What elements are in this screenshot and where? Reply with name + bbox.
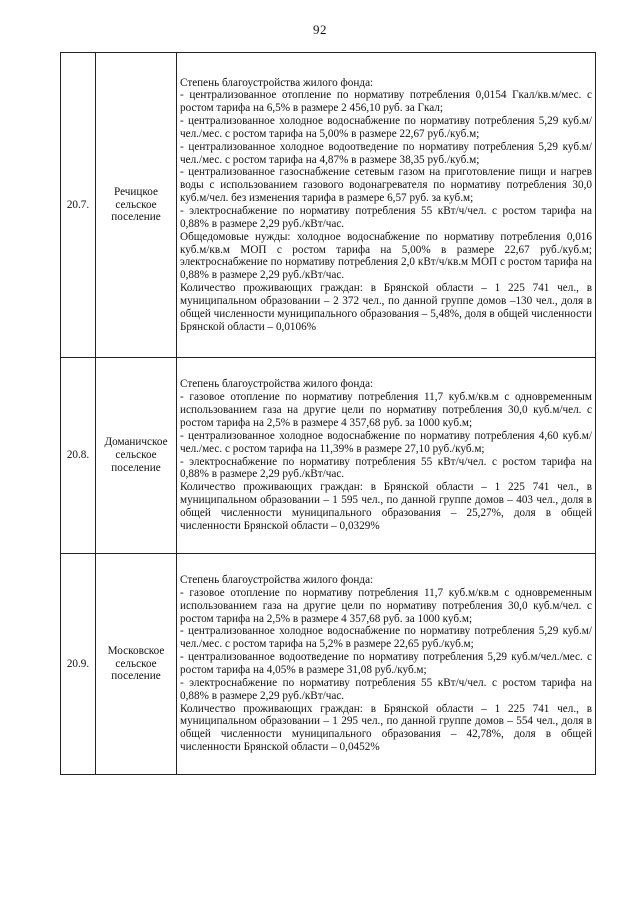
content-line: Количество проживающих граждан: в Брянской области – 1 225 741 чел., в муниципальном образовании – 1 295 чел., по данной группе домов – 554 чел., доля в общей численности муниципального образования – 42,78%, доля в общей численности Брянской области – 0,0452% [180, 702, 592, 754]
content-line: - централизованное отопление по нормативу потребления 0,0154 Гкал/кв.м/мес. с ростом тарифа на 6,5% в размере 2 456,10 руб. за Гкал; [180, 89, 592, 115]
row-number: 20.9. [61, 554, 96, 775]
content-line: - централизованное водоотведение по нормативу потребления 5,29 куб.м/чел./мес. с ростом тарифа на 4,05% в размере 31,08 руб./куб.м; [180, 651, 592, 676]
content-line: - электроснабжение по нормативу потребления 55 кВт/ч/чел. с ростом тарифа на 0,88% в размере 2,29 руб./кВт/час. [180, 205, 592, 230]
settlement-name: Речицкое сельское поселение [96, 53, 177, 358]
row-content [177, 53, 596, 358]
settlements-table [60, 52, 596, 775]
content-line: - электроснабжение по нормативу потребления 55 кВт/ч/чел. с ростом тарифа на 0,88% в размере 2,29 руб./кВт/час. [180, 676, 592, 702]
settlement-name: Доманичское сельское поселение [96, 358, 177, 554]
content-line: Степень благоустройства жилого фонда: [180, 76, 374, 89]
table-row [61, 554, 596, 775]
content-line: - централизованное газоснабжение сетевым газом на приготовление пищи и нагрев воды с использованием газового водонагревателя по нормативу потребления 30,0 куб.м/чел. без изменения тарифа в размере 6,57 руб. за куб.м; [180, 166, 592, 205]
content-line: - газовое отопление по нормативу потребления 11,7 куб.м/кв.м с одновременным использованием газа на другие цели по нормативу потребления 30,0 куб.м/чел. с ростом тарифа на 2,5% в размере 4 357,68 руб. за 1000 куб.м; [180, 391, 592, 429]
content-line: - электроснабжение по нормативу потребления 55 кВт/ч/чел. с ростом тарифа на 0,88% в размере 2,29 руб./кВт/час. [180, 455, 592, 481]
table-row [61, 53, 596, 358]
page-number: 92 [313, 22, 327, 37]
table-row [61, 358, 596, 554]
content-line: - централизованное холодное водоснабжение по нормативу потребления 5,29 куб.м/чел./мес. с ростом тарифа на 5,00% в размере 22,67 руб./куб.м; [180, 115, 592, 140]
content-line: - газовое отопление по нормативу потребления 11,7 куб.м/кв.м с одновременным использованием газа на другие цели по нормативу потребления 30,0 куб.м/чел. с ростом тарифа на 2,5% в размере 4 357,68 руб. за 1000 куб.м; [180, 586, 592, 625]
content-line: - централизованное холодное водоотведение по нормативу потребления 5,29 куб.м/чел./мес. с ростом тарифа на 4,87% в размере 38,35 руб./куб.м; [180, 140, 592, 166]
content-line: Общедомовые нужды: холодное водоснабжение по нормативу потребления 0,016 куб.м/кв.м МОП с ростом тарифа на 5,00% в размере 22,67 руб./куб.м; электроснабжение по нормативу потребления 2,0 кВт/ч/кв.м МОП с ростом тарифа на 0,88% в размере 2,29 руб./кВт/час. [180, 230, 592, 282]
row-content [177, 358, 596, 554]
content-line: Количество проживающих граждан: в Брянской области – 1 225 741 чел., в муниципальном образовании – 1 595 чел., по данной группе домов – 403 чел., доля в общей численности муниципального образования – 25,27%, доля в общей численности Брянской области – 0,0329% [180, 481, 592, 532]
content-line: - централизованное холодное водоснабжение по нормативу потребления 4,60 куб.м/чел./мес. с ростом тарифа на 11,39% в размере 27,10 руб./куб.м; [180, 429, 592, 455]
settlement-name: Московское сельское поселение [96, 554, 177, 775]
content-line: Степень благоустройства жилого фонда: [180, 378, 374, 391]
row-number: 20.8. [61, 358, 96, 554]
content-line: Количество проживающих граждан: в Брянской области – 1 225 741 чел., в муниципальном образовании – 2 372 чел., по данной группе домов –130 чел., доля в общей численности муниципального образования – 5,48%, доля в общей численности Брянской области – 0,0106% [180, 282, 592, 333]
row-content [177, 554, 596, 775]
content-line: Степень благоустройства жилого фонда: [180, 574, 374, 587]
row-number: 20.7. [61, 53, 96, 358]
content-line: - централизованное холодное водоснабжение по нормативу потребления 5,29 куб.м/чел./мес. с ростом тарифа на 5,2% в размере 22,65 руб./куб.м; [180, 625, 592, 651]
